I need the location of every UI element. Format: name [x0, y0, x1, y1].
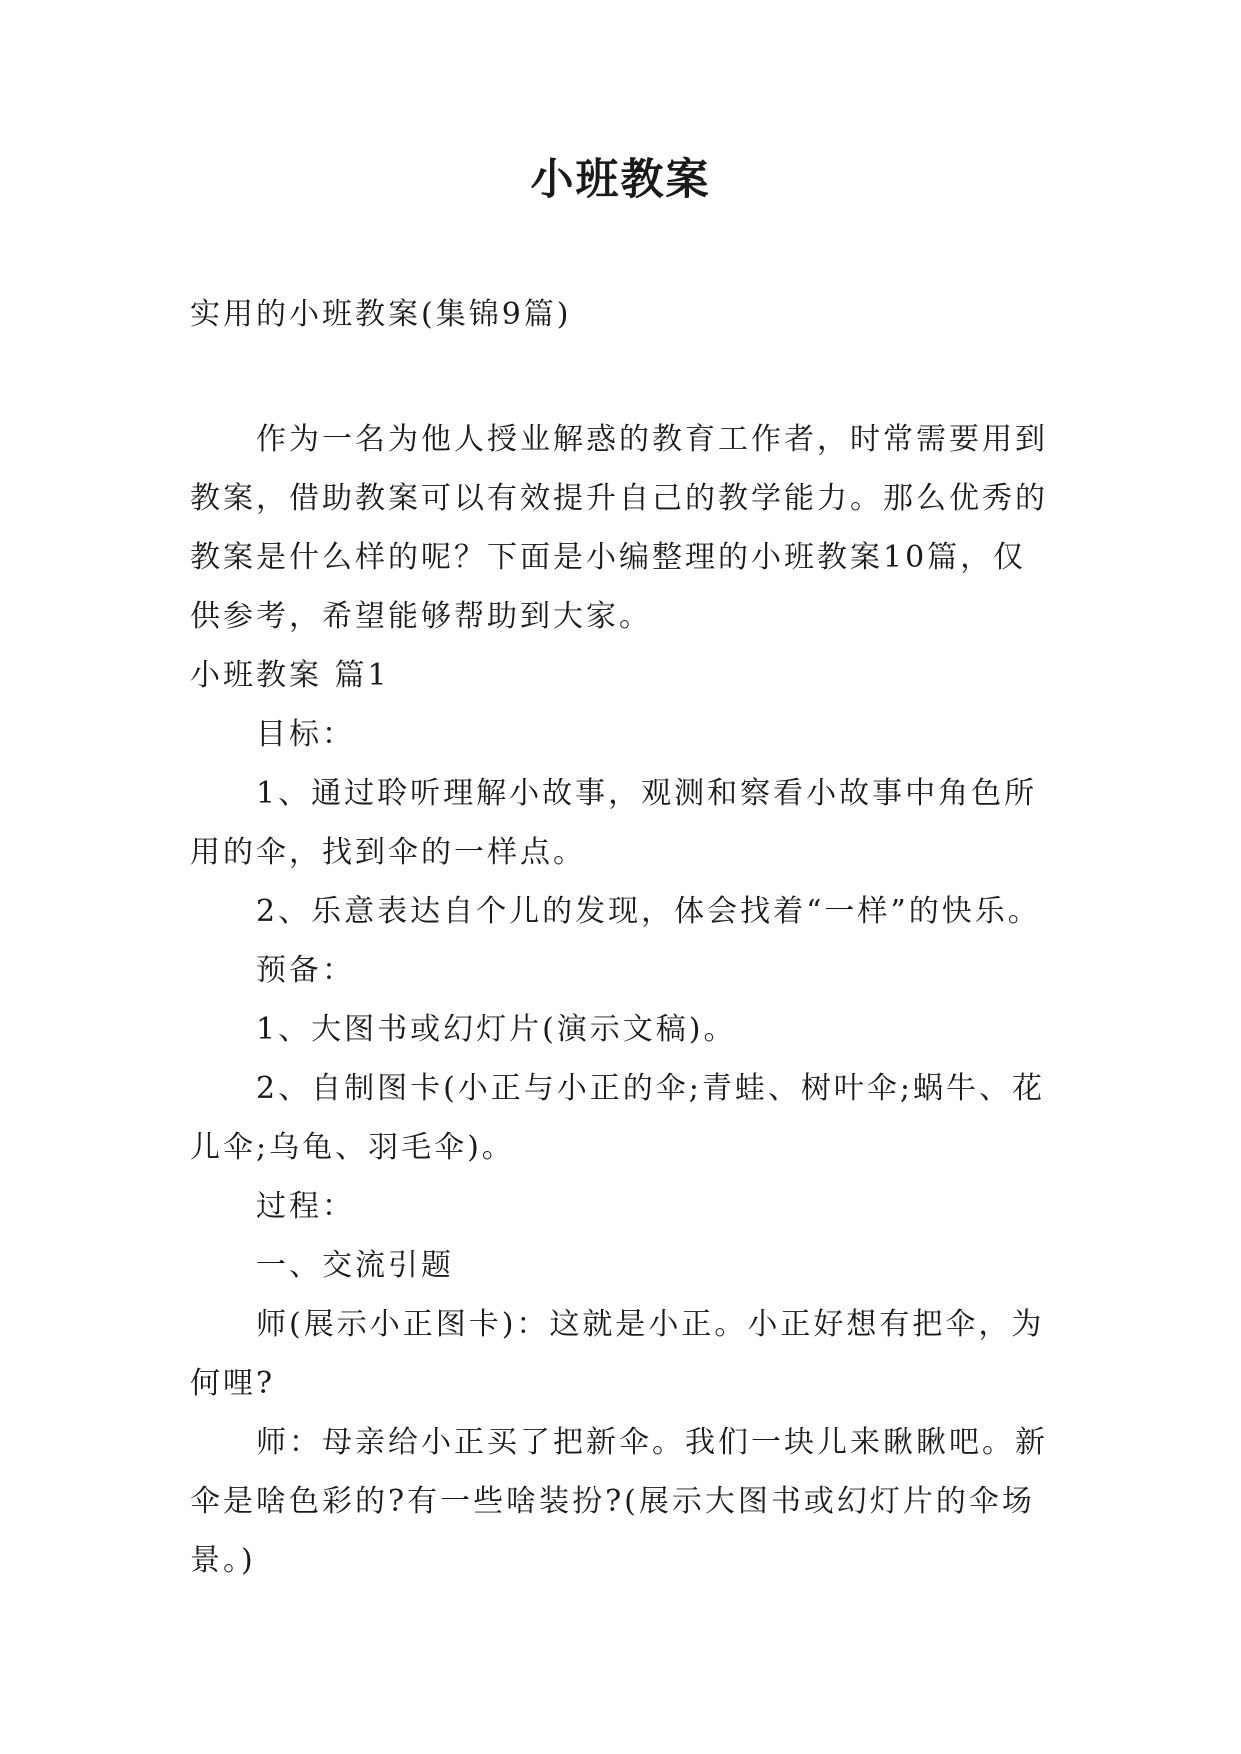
paragraph-line: 2、乐意表达自个儿的发现，体会找着“一样”的快乐。 [256, 894, 1041, 929]
paragraph-line: 预备： [256, 953, 355, 988]
paragraph-line: 目标： [256, 717, 355, 752]
document-subtitle: 实用的小班教案(集锦9篇) [190, 297, 572, 332]
paragraph-line: 何哩? [190, 1366, 276, 1401]
paragraph-line: 师：母亲给小正买了把新伞。我们一块儿来瞅瞅吧。新 [256, 1425, 1048, 1460]
paragraph-line: 1、大图书或幻灯片(演示文稿)。 [256, 1012, 737, 1047]
paragraph-line: 1、通过聆听理解小故事，观测和察看小故事中角色所 [256, 776, 1038, 811]
paragraph-line: 景。) [190, 1543, 256, 1578]
paragraph-line: 过程： [256, 1189, 355, 1224]
paragraph-line: 用的伞，找到伞的一样点。 [190, 835, 586, 870]
paragraph-line: 供参考，希望能够帮助到大家。 [190, 599, 652, 634]
paragraph-line: 教案是什么样的呢？下面是小编整理的小班教案10篇，仅 [190, 540, 1027, 575]
paragraph-line: 教案，借助教案可以有效提升自己的教学能力。那么优秀的 [190, 481, 1048, 516]
paragraph-line: 儿伞;乌龟、羽毛伞)。 [190, 1130, 515, 1165]
section-heading: 小班教案 篇1 [190, 658, 390, 693]
paragraph-line: 2、自制图卡(小正与小正的伞;青蛙、树叶伞;蜗牛、花 [256, 1071, 1046, 1106]
document-title: 小班教案 [530, 155, 711, 205]
paragraph-line: 师(展示小正图卡)：这就是小正。小正好想有把伞，为 [256, 1307, 1045, 1342]
paragraph-line: 伞是啥色彩的?有一些啥装扮?(展示大图书或幻灯片的伞场 [190, 1484, 1035, 1519]
paragraph-line: 作为一名为他人授业解惑的教育工作者，时常需要用到 [256, 422, 1048, 457]
paragraph-line: 一、交流引题 [256, 1248, 454, 1283]
